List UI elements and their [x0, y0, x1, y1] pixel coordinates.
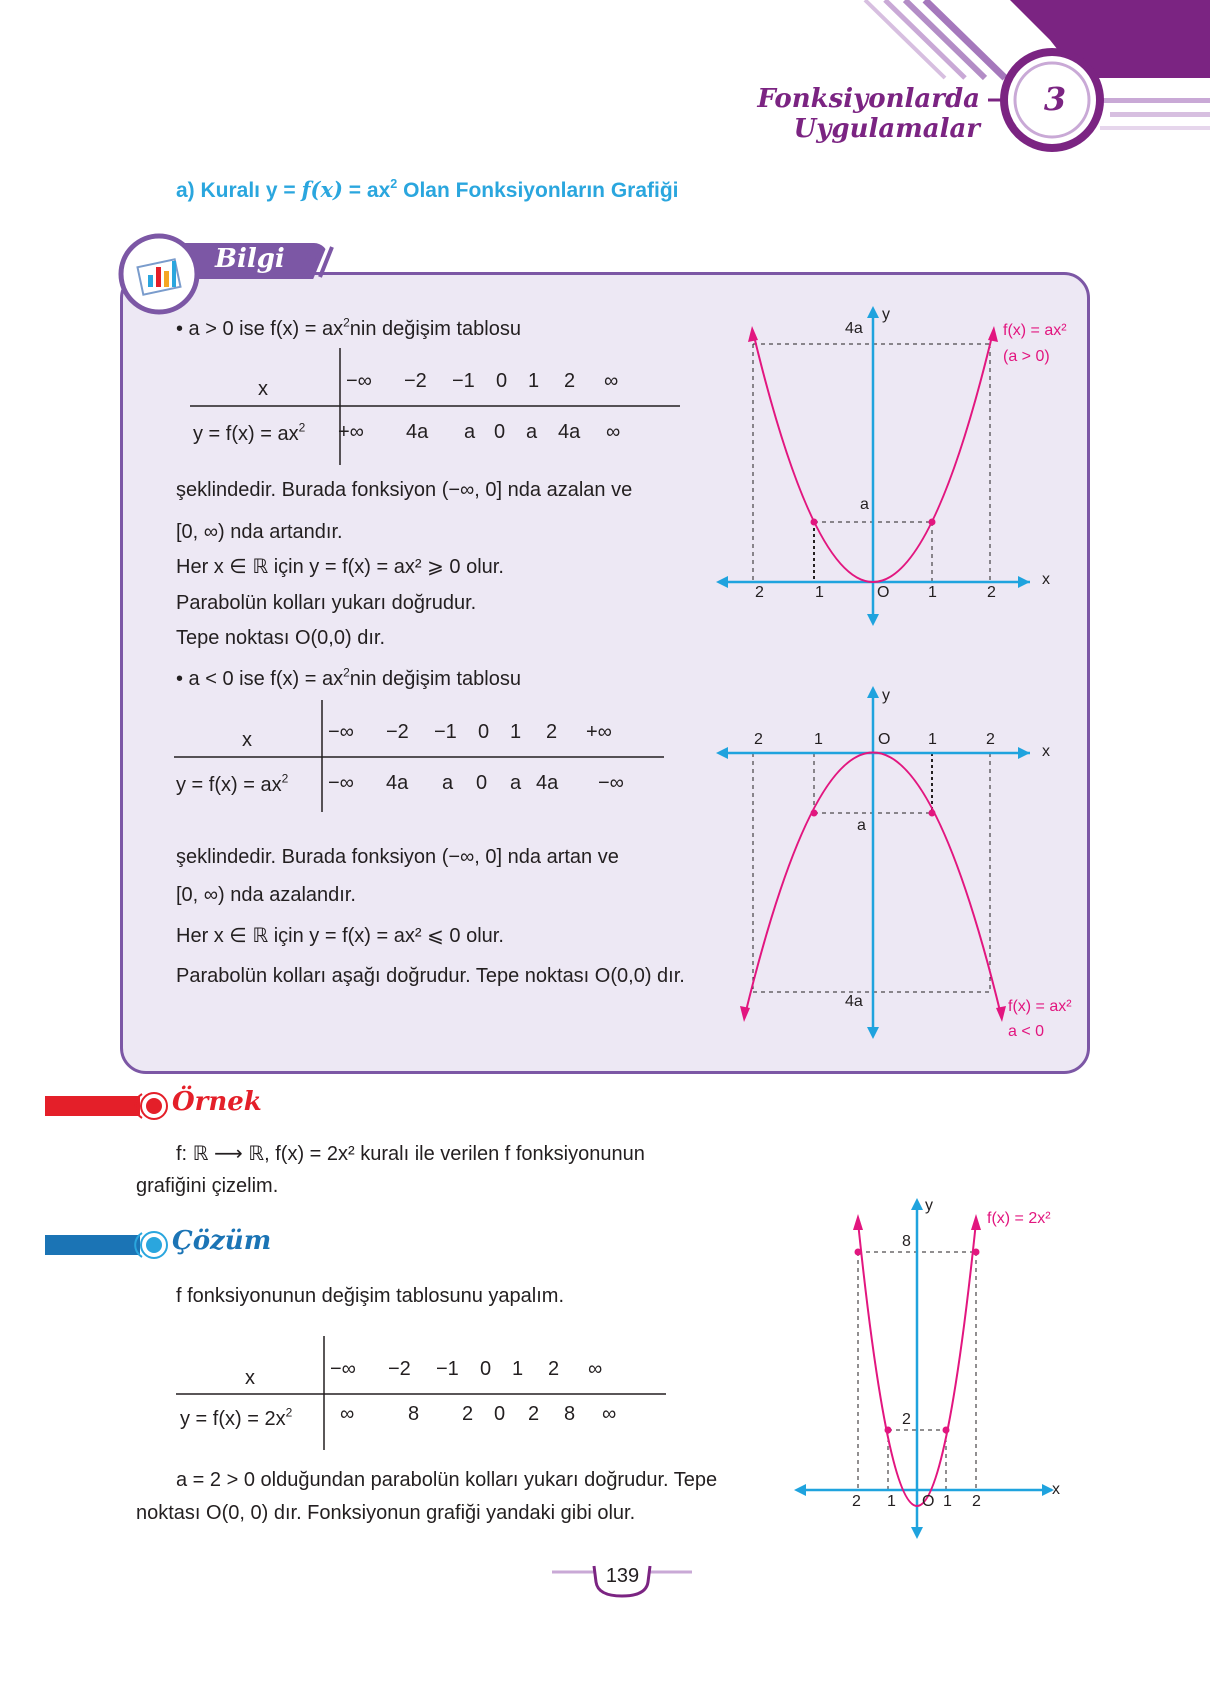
table-solution-y-label-text: y = f(x) = 2x	[180, 1408, 286, 1430]
table-cell: 2	[462, 1403, 474, 1425]
heading-rule-exp: 2	[390, 177, 398, 192]
heading-rule-fx: f(x)	[301, 177, 343, 202]
graph-negative-origin: O	[878, 731, 891, 748]
table-cell: a	[464, 421, 476, 443]
table-cell: a	[526, 421, 538, 443]
solution-target-icon	[132, 1229, 172, 1261]
case-negative-line3: Her x ∈ ℝ için y = f(x) = ax² ⩽ 0 olur.	[176, 925, 504, 947]
table-cell: −∞	[328, 721, 354, 743]
table-cell: −2	[386, 721, 409, 743]
graph-negative-xtick: 1	[814, 731, 823, 748]
table-cell: −1	[436, 1358, 459, 1380]
table-cell: 4a	[558, 421, 581, 443]
table-cell: −1	[452, 370, 475, 392]
example-label: Örnek	[172, 1087, 262, 1117]
table-negative-y-label	[176, 771, 289, 797]
heading-rule-y: y	[265, 179, 278, 202]
table-cell: +∞	[586, 721, 612, 743]
table-cell: ∞	[604, 370, 619, 392]
graph-positive-condition: (a > 0)	[1003, 348, 1050, 365]
case-negative-bullet-exp: 2	[343, 665, 350, 680]
section-heading	[176, 177, 679, 203]
table-cell: 1	[510, 721, 522, 743]
graph-solution-y-axis-label: y	[925, 1197, 933, 1214]
graph-negative-tick-a: a	[857, 817, 866, 834]
table-cell: 0	[496, 370, 508, 392]
case-negative-line2: [0, ∞) nda azalandır.	[176, 884, 356, 906]
case-negative-line4: Parabolün kolları aşağı doğrudur. Tepe noktası O(0,0) dır.	[176, 965, 685, 987]
table-positive-y-label-text: y = f(x) = ax	[193, 423, 299, 445]
table-cell: ∞	[602, 1403, 617, 1425]
table-cell: 0	[494, 1403, 506, 1425]
table-lines-positive	[190, 348, 680, 468]
case-positive-line3: Her x ∈ ℝ için y = f(x) = ax² ⩾ 0 olur.	[176, 556, 504, 578]
table-positive-x-label: x	[258, 378, 268, 400]
graph-positive-x-axis-label: x	[1042, 571, 1050, 588]
example-banner	[45, 1096, 140, 1116]
table-negative-x-label: x	[242, 729, 252, 751]
table-cell: 0	[478, 721, 490, 743]
graph-negative-tick-4a: 4a	[845, 993, 863, 1010]
case-negative-bullet-text: • a < 0 ise f(x) = ax	[176, 668, 344, 690]
table-cell: ∞	[606, 421, 621, 443]
table-cell: 0	[480, 1358, 492, 1380]
table-cell: 4a	[386, 772, 409, 794]
table-solution-y-label-exp: 2	[285, 1405, 293, 1420]
graph-solution-xtick: 1	[943, 1493, 952, 1510]
table-lines-negative	[174, 700, 664, 815]
table-cell: −1	[434, 721, 457, 743]
graph-positive-curve-label: f(x) = ax²	[1003, 322, 1067, 339]
table-cell: 4a	[406, 421, 429, 443]
table-cell: ∞	[588, 1358, 603, 1380]
table-cell: 2	[564, 370, 576, 392]
graph-positive-xtick: 2	[755, 584, 764, 601]
graph-negative-curve-label: f(x) = ax²	[1008, 998, 1072, 1015]
table-cell: −∞	[598, 772, 624, 794]
solution-line1: a = 2 > 0 olduğundan parabolün kolları yukarı doğrudur. Tepe	[176, 1469, 718, 1491]
graph-negative-condition: a < 0	[1008, 1023, 1045, 1040]
graph-negative-y-axis-label: y	[882, 687, 890, 704]
heading-prefix: a) Kuralı	[176, 179, 261, 202]
graph-positive-xtick: 1	[928, 584, 937, 601]
case-negative-line1: şeklindedir. Burada fonksiyon (−∞, 0] nda artan ve	[176, 846, 619, 868]
graph-positive-tick-a: a	[860, 496, 869, 513]
heading-rule-eq: =	[283, 179, 296, 202]
case-positive-bullet-text: • a > 0 ise f(x) = ax	[176, 318, 344, 340]
info-label: Bilgi	[215, 244, 285, 274]
graph-negative-xtick: 1	[928, 731, 937, 748]
solution-label: Çözüm	[172, 1226, 272, 1256]
graph-positive-xtick: 2	[987, 584, 996, 601]
example-line1: f: ℝ ⟶ ℝ, f(x) = 2x² kuralı ile verilen f fonksiyonunun	[176, 1143, 645, 1165]
graph-solution-tick-2: 2	[902, 1411, 911, 1428]
page-number: 139	[605, 1565, 640, 1587]
case-positive-bullet-end: nin değişim tablosu	[349, 318, 521, 340]
solution-banner	[45, 1235, 140, 1255]
table-cell: 2	[528, 1403, 540, 1425]
table-solution-x-label: x	[245, 1367, 255, 1389]
case-positive-line2: [0, ∞) nda artandır.	[176, 521, 343, 543]
table-solution-y-label	[180, 1405, 293, 1431]
heading-rule-ax: ax	[366, 179, 391, 202]
table-cell: 8	[564, 1403, 576, 1425]
case-positive-line5: Tepe noktası O(0,0) dır.	[176, 627, 385, 649]
table-negative-y-label-text: y = f(x) = ax	[176, 774, 282, 796]
heading-rule-eq2: =	[348, 179, 362, 202]
graph-negative-xtick: 2	[754, 731, 763, 748]
table-cell: a	[442, 772, 454, 794]
table-cell: −2	[404, 370, 427, 392]
table-cell: 2	[548, 1358, 560, 1380]
heading-suffix: Olan Fonksiyonların Grafiği	[403, 179, 679, 202]
table-cell: 1	[528, 370, 540, 392]
solution-line2: noktası O(0, 0) dır. Fonksiyonun grafiği yandaki gibi olur.	[136, 1502, 636, 1524]
graph-solution	[790, 1190, 1090, 1550]
graph-solution-xtick: 2	[852, 1493, 861, 1510]
chart-icon	[118, 233, 200, 315]
table-cell: −∞	[346, 370, 372, 392]
table-cell: −∞	[330, 1358, 356, 1380]
graph-solution-tick-8: 8	[902, 1233, 911, 1250]
example-target-icon	[132, 1090, 172, 1122]
graph-solution-origin: O	[922, 1493, 935, 1510]
case-positive-bullet	[176, 315, 521, 343]
case-negative-bullet-end: nin değişim tablosu	[349, 668, 521, 690]
graph-solution-x-axis-label: x	[1052, 1481, 1060, 1498]
table-cell: 0	[494, 421, 506, 443]
graph-positive-tick-4a: 4a	[845, 320, 863, 337]
table-positive-y-label	[193, 420, 306, 446]
info-tab-stripes	[290, 245, 340, 279]
table-cell: 2	[546, 721, 558, 743]
graph-solution-xtick: 1	[887, 1493, 896, 1510]
graph-negative-x-axis-label: x	[1042, 743, 1050, 760]
graph-negative-xtick: 2	[986, 731, 995, 748]
table-cell: 8	[408, 1403, 420, 1425]
case-positive-line1: şeklindedir. Burada fonksiyon (−∞, 0] nda azalan ve	[176, 479, 633, 501]
case-positive-line4: Parabolün kolları yukarı doğrudur.	[176, 592, 477, 614]
table-lines-solution	[176, 1336, 666, 1452]
graph-solution-curve-label: f(x) = 2x²	[987, 1210, 1051, 1227]
table-negative-y-label-exp: 2	[281, 771, 289, 786]
table-positive-y-label-exp: 2	[298, 420, 306, 435]
graph-solution-xtick: 2	[972, 1493, 981, 1510]
solution-intro: f fonksiyonunun değişim tablosunu yapalım.	[176, 1285, 565, 1307]
example-line2: grafiğini çizelim.	[136, 1175, 279, 1197]
case-positive-bullet-exp: 2	[343, 315, 350, 330]
chapter-number: 3	[1043, 80, 1067, 118]
case-negative-bullet	[176, 665, 521, 693]
table-cell: ∞	[340, 1403, 355, 1425]
table-cell: a	[510, 772, 522, 794]
graph-positive-xtick: 1	[815, 584, 824, 601]
table-cell: −∞	[328, 772, 354, 794]
table-cell: +∞	[338, 421, 364, 443]
table-cell: 0	[476, 772, 488, 794]
graph-positive-origin: O	[877, 584, 890, 601]
graph-positive-y-axis-label: y	[882, 306, 890, 323]
chapter-title: Fonksiyonlarda Uygulamalar	[757, 84, 980, 144]
table-cell: 1	[512, 1358, 524, 1380]
table-cell: −2	[388, 1358, 411, 1380]
table-cell: 4a	[536, 772, 559, 794]
